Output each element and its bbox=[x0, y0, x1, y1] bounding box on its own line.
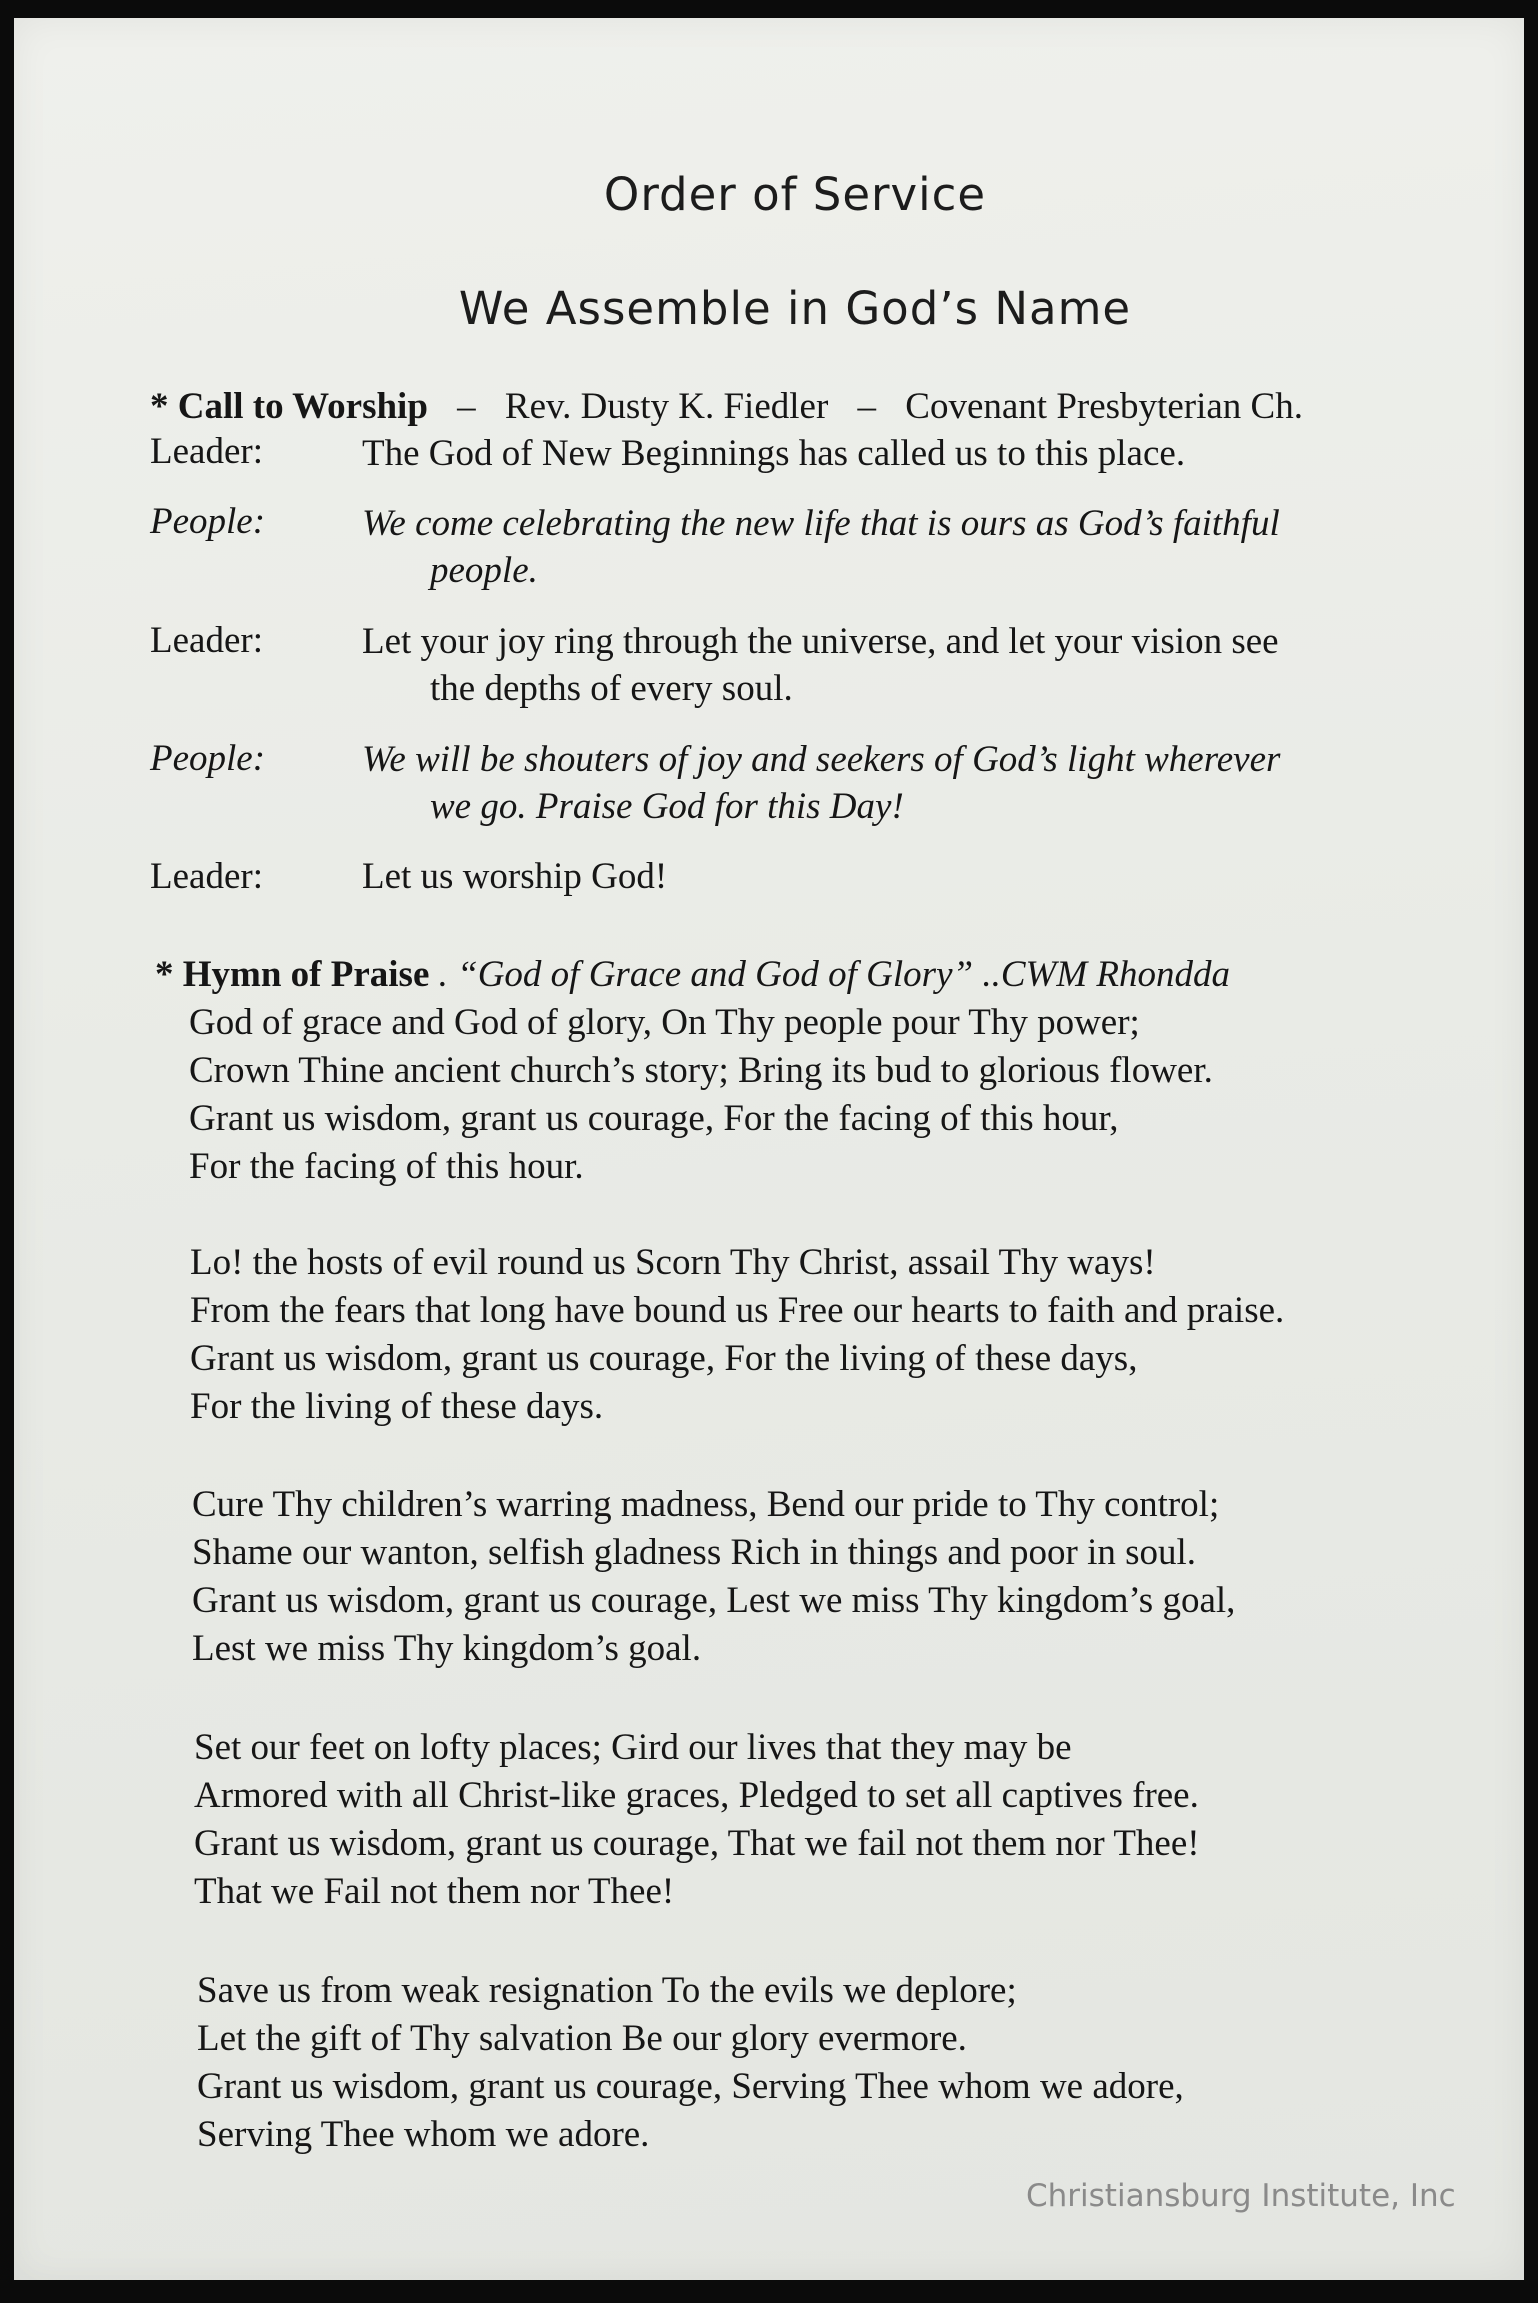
litany-line: The God of New Beginnings has called us to this place. bbox=[362, 433, 1186, 474]
hymn-line: Crown Thine ancient church’s story; Bring its bud to glorious flower. bbox=[189, 1050, 1213, 1091]
litany-speaker: Leader: bbox=[150, 431, 263, 472]
church-name: Covenant Presbyterian Ch. bbox=[905, 386, 1303, 427]
litany-text bbox=[362, 500, 1280, 594]
hymn-line: Armored with all Christ-like graces, Pledged to set all captives free. bbox=[194, 1775, 1199, 1816]
hymn-line: For the living of these days. bbox=[190, 1386, 604, 1427]
litany-line: Let us worship God! bbox=[362, 856, 668, 897]
hymn-line: Grant us wisdom, grant us courage, For the living of these days, bbox=[190, 1338, 1138, 1379]
litany-line: Let your joy ring through the universe, and let your vision see bbox=[362, 621, 1279, 662]
litany-line-continued: the depths of every soul. bbox=[430, 668, 793, 709]
hymn-line: Grant us wisdom, grant us courage, That we fail not them nor Thee! bbox=[194, 1823, 1200, 1864]
litany-speaker: People: bbox=[150, 738, 266, 779]
litany-text bbox=[362, 736, 1280, 830]
litany-speaker: Leader: bbox=[150, 856, 263, 897]
hymn-line: For the facing of this hour. bbox=[189, 1146, 584, 1187]
hymn-line: Cure Thy children’s warring madness, Bend our pride to Thy control; bbox=[192, 1484, 1220, 1525]
hymn-line: Set our feet on lofty places; Gird our lives that they may be bbox=[194, 1727, 1072, 1768]
hymn-line: From the fears that long have bound us Free our hearts to faith and praise. bbox=[190, 1290, 1285, 1331]
hymn-line: That we Fail not them nor Thee! bbox=[194, 1871, 675, 1912]
litany-line: We come celebrating the new life that is ours as God’s faithful bbox=[362, 503, 1280, 544]
hymn-title: . “God of Grace and God of Glory” ..CWM Rhondda bbox=[429, 954, 1230, 995]
separator: – bbox=[457, 386, 476, 427]
litany-line: We will be shouters of joy and seekers of God’s light wherever bbox=[362, 739, 1281, 780]
litany-speaker: Leader: bbox=[150, 620, 263, 661]
litany-line-continued: we go. Praise God for this Day! bbox=[430, 786, 904, 827]
hymn-line: Serving Thee whom we adore. bbox=[197, 2114, 650, 2155]
hymn-heading-row bbox=[155, 951, 1230, 998]
section-title: We Assemble in God’s Name bbox=[458, 282, 1132, 335]
litany-text bbox=[362, 618, 1279, 712]
hymn-line: Let the gift of Thy salvation Be our glory evermore. bbox=[197, 2018, 967, 2059]
hymn-line: Lo! the hosts of evil round us Scorn Thy Christ, assail Thy ways! bbox=[190, 1242, 1156, 1283]
hymn-line: Shame our wanton, selfish gladness Rich in things and poor in soul. bbox=[192, 1532, 1197, 1573]
hymn-line: Grant us wisdom, grant us courage, For the facing of this hour, bbox=[189, 1098, 1119, 1139]
hymn-line: God of grace and God of glory, On Thy people pour Thy power; bbox=[189, 1002, 1140, 1043]
image-credit: Christiansburg Institute, Inc bbox=[1026, 2178, 1456, 2214]
litany-speaker: People: bbox=[150, 501, 266, 542]
litany-text bbox=[362, 430, 1185, 477]
litany-text bbox=[362, 853, 667, 900]
litany-line-continued: people. bbox=[430, 550, 538, 591]
page-title: Order of Service bbox=[603, 168, 987, 221]
hymn-line: Save us from weak resignation To the evils we deplore; bbox=[197, 1970, 1017, 2011]
hymn-line: Grant us wisdom, grant us courage, Lest we miss Thy kingdom’s goal, bbox=[192, 1580, 1236, 1621]
call-to-worship-heading: * Call to Worship bbox=[150, 386, 428, 427]
officiant-name: Rev. Dusty K. Fiedler bbox=[504, 386, 829, 427]
separator: – bbox=[857, 386, 877, 427]
call-to-worship-heading-row bbox=[150, 383, 1303, 430]
hymn-heading: * Hymn of Praise bbox=[155, 954, 430, 995]
hymn-line: Grant us wisdom, grant us courage, Serving Thee whom we adore, bbox=[197, 2066, 1184, 2107]
hymn-line: Lest we miss Thy kingdom’s goal. bbox=[192, 1628, 702, 1669]
